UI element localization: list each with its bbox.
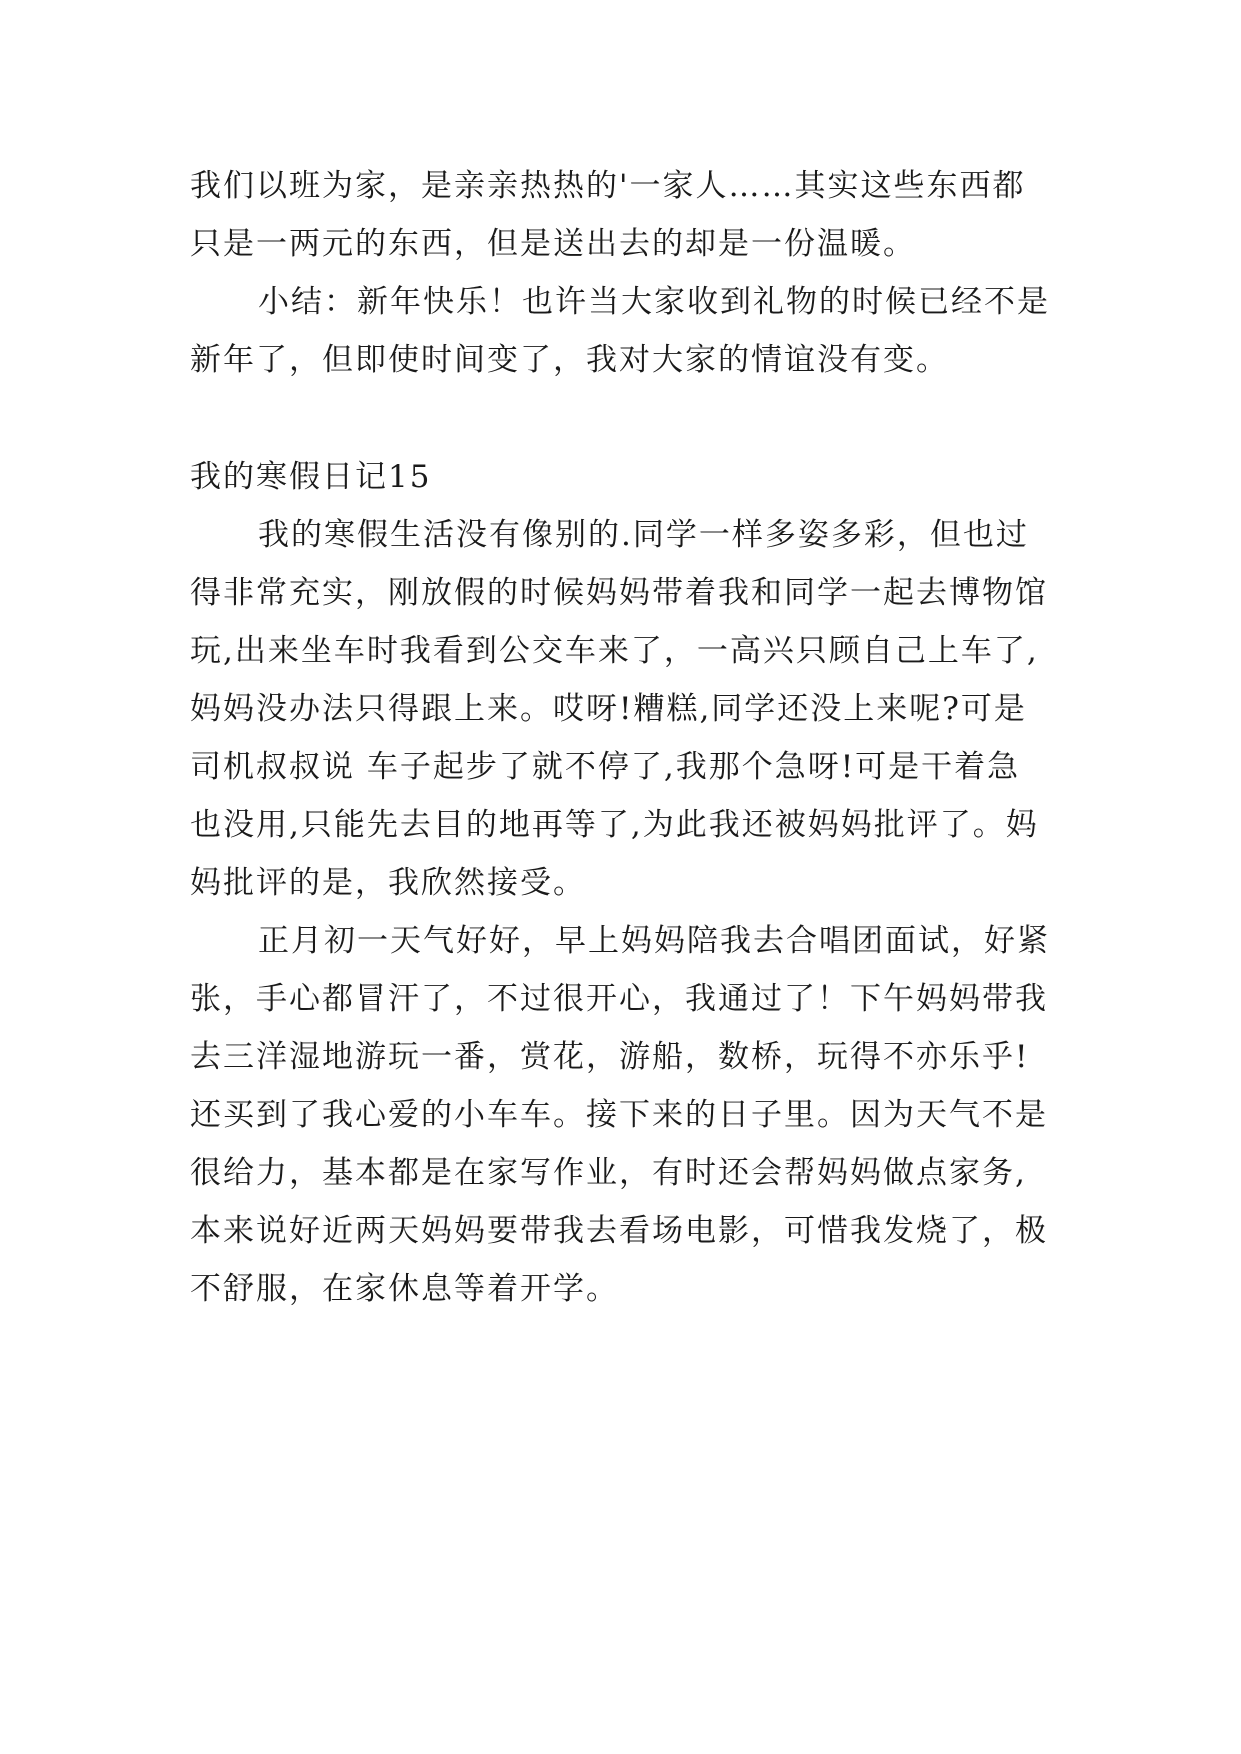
paragraph-line: 不舒服，在家休息等着开学。 xyxy=(190,1271,619,1307)
paragraph-line: 妈妈没办法只得跟上来。哎呀!糟糕,同学还没上来呢?可是 xyxy=(190,691,1027,727)
paragraph-line: 玩,出来坐车时我看到公交车来了，一高兴只顾自己上车了, xyxy=(190,633,1039,669)
paragraph-line: 司机叔叔说 车子起步了就不停了,我那个急呀!可是干着急 xyxy=(190,749,1021,785)
intro-section xyxy=(190,157,1060,389)
paragraph-line: 得非常充实，刚放假的时候妈妈带着我和同学一起去博物馆 xyxy=(190,575,1048,611)
summary-line: 小结：新年快乐！也许当大家收到礼物的时候已经不是 xyxy=(258,284,1050,320)
paragraph-line: 妈批评的是，我欣然接受。 xyxy=(190,865,586,901)
summary-line: 新年了，但即使时间变了，我对大家的情谊没有变。 xyxy=(190,342,949,378)
paragraph-line: 也没用,只能先去目的地再等了,为此我还被妈妈批评了。妈 xyxy=(190,807,1039,843)
paragraph-line: 本来说好近两天妈妈要带我去看场电影，可惜我发烧了，极 xyxy=(190,1213,1048,1249)
paragraph-line: 我的寒假生活没有像别的.同学一样多姿多彩，但也过 xyxy=(258,517,1029,553)
diary-title: 我的寒假日记15 xyxy=(190,459,432,495)
paragraph-line: 张，手心都冒汗了，不过很开心，我通过了！下午妈妈带我 xyxy=(190,981,1048,1017)
diary-body xyxy=(190,506,1060,1318)
paragraph-line: 我们以班为家，是亲亲热热的'一家人……其实这些东西都 xyxy=(190,168,1026,204)
paragraph-line: 很给力，基本都是在家写作业，有时还会帮妈妈做点家务, xyxy=(190,1155,1027,1191)
paragraph-line: 去三洋湿地游玩一番，赏花，游船，数桥，玩得不亦乐乎! xyxy=(190,1039,1030,1075)
paragraph-line: 只是一两元的东西，但是送出去的却是一份温暖。 xyxy=(190,226,916,262)
paragraph-line: 还买到了我心爱的小车车。接下来的日子里。因为天气不是 xyxy=(190,1097,1048,1133)
diary-title-section xyxy=(190,448,1060,506)
paragraph-line: 正月初一天气好好，早上妈妈陪我去合唱团面试，好紧 xyxy=(258,923,1050,959)
